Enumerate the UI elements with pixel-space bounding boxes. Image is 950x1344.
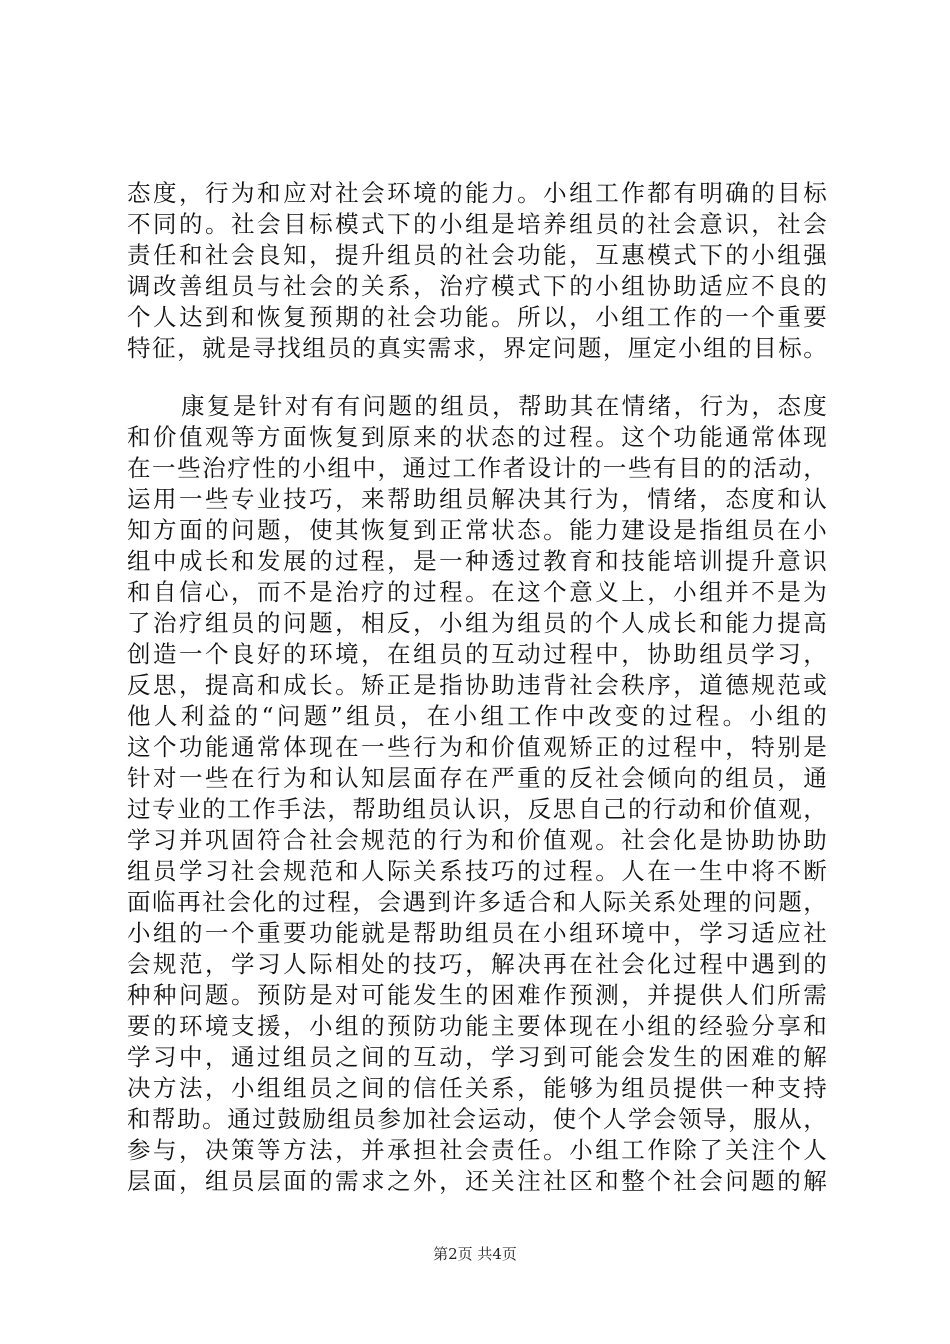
- paragraph-2: [127, 391, 827, 1197]
- text-line: 过专业的工作手法，帮助组员认识，反思自己的行动和价值观，: [127, 795, 827, 823]
- page-footer: [0, 1244, 950, 1264]
- text-line: 运用一些专业技巧，来帮助组员解决其行为，情绪，态度和认: [127, 485, 827, 513]
- text-line: 和价值观等方面恢复到原来的状态的过程。这个功能通常体现: [127, 423, 827, 451]
- paragraph-1: [127, 178, 827, 364]
- text-line: 参与，决策等方法，并承担社会责任。小组工作除了关注个人: [127, 1136, 827, 1164]
- page-number-label: 第2页 共4页: [433, 1245, 517, 1263]
- text-line: 种种问题。预防是对可能发生的困难作预测，并提供人们所需: [127, 981, 827, 1009]
- text-line: 调改善组员与社会的关系，治疗模式下的小组协助适应不良的: [127, 272, 827, 300]
- text-line: 针对一些在行为和认知层面存在严重的反社会倾向的组员，通: [127, 764, 827, 792]
- text-line: 会规范，学习人际相处的技巧，解决再在社会化过程中遇到的: [127, 950, 827, 978]
- text-line: 学习中，通过组员之间的互动，学习到可能会发生的困难的解: [127, 1043, 827, 1071]
- text-line: 面临再社会化的过程，会遇到许多适合和人际关系处理的问题，: [127, 888, 827, 916]
- text-line: 康复是针对有有问题的组员，帮助其在情绪，行为，态度: [181, 392, 827, 420]
- text-line: 学习并巩固符合社会规范的行为和价值观。社会化是协助协助: [127, 826, 827, 854]
- text-line: 决方法，小组组员之间的信任关系，能够为组员提供一种支持: [127, 1074, 827, 1102]
- text-line: 了治疗组员的问题，相反，小组为组员的个人成长和能力提高: [127, 609, 827, 637]
- text-line: 在一些治疗性的小组中，通过工作者设计的一些有目的的活动，: [127, 454, 827, 482]
- text-line: 特征，就是寻找组员的真实需求，界定问题，厘定小组的目标。: [127, 334, 827, 362]
- text-line: 和自信心，而不是治疗的过程。在这个意义上，小组并不是为: [127, 578, 827, 606]
- text-line: 反思，提高和成长。矫正是指协助违背社会秩序，道德规范或: [127, 671, 827, 699]
- text-line: 创造一个良好的环境，在组员的互动过程中，协助组员学习，: [127, 640, 827, 668]
- text-line: 层面，组员层面的需求之外，还关注社区和整个社会问题的解: [127, 1167, 827, 1195]
- text-line: 组员学习社会规范和人际关系技巧的过程。人在一生中将不断: [127, 857, 827, 885]
- text-line: 知方面的问题，使其恢复到正常状态。能力建设是指组员在小: [127, 516, 827, 544]
- text-line: 这个功能通常体现在一些行为和价值观矫正的过程中，特别是: [127, 733, 827, 761]
- text-line: 他人利益的“问题”组员，在小组工作中改变的过程。小组的: [127, 702, 827, 730]
- text-line: 个人达到和恢复预期的社会功能。所以，小组工作的一个重要: [127, 303, 827, 331]
- text-line: 不同的。社会目标模式下的小组是培养组员的社会意识，社会: [127, 210, 827, 238]
- text-line: 态度，行为和应对社会环境的能力。小组工作都有明确的目标: [127, 179, 827, 207]
- text-line: 小组的一个重要功能就是帮助组员在小组环境中，学习适应社: [127, 919, 827, 947]
- text-line: 责任和社会良知，提升组员的社会功能，互惠模式下的小组强: [127, 241, 827, 269]
- text-line: 和帮助。通过鼓励组员参加社会运动，使个人学会领导，服从，: [127, 1105, 827, 1133]
- text-line: 要的环境支援，小组的预防功能主要体现在小组的经验分享和: [127, 1012, 827, 1040]
- text-line: 组中成长和发展的过程，是一种透过教育和技能培训提升意识: [127, 547, 827, 575]
